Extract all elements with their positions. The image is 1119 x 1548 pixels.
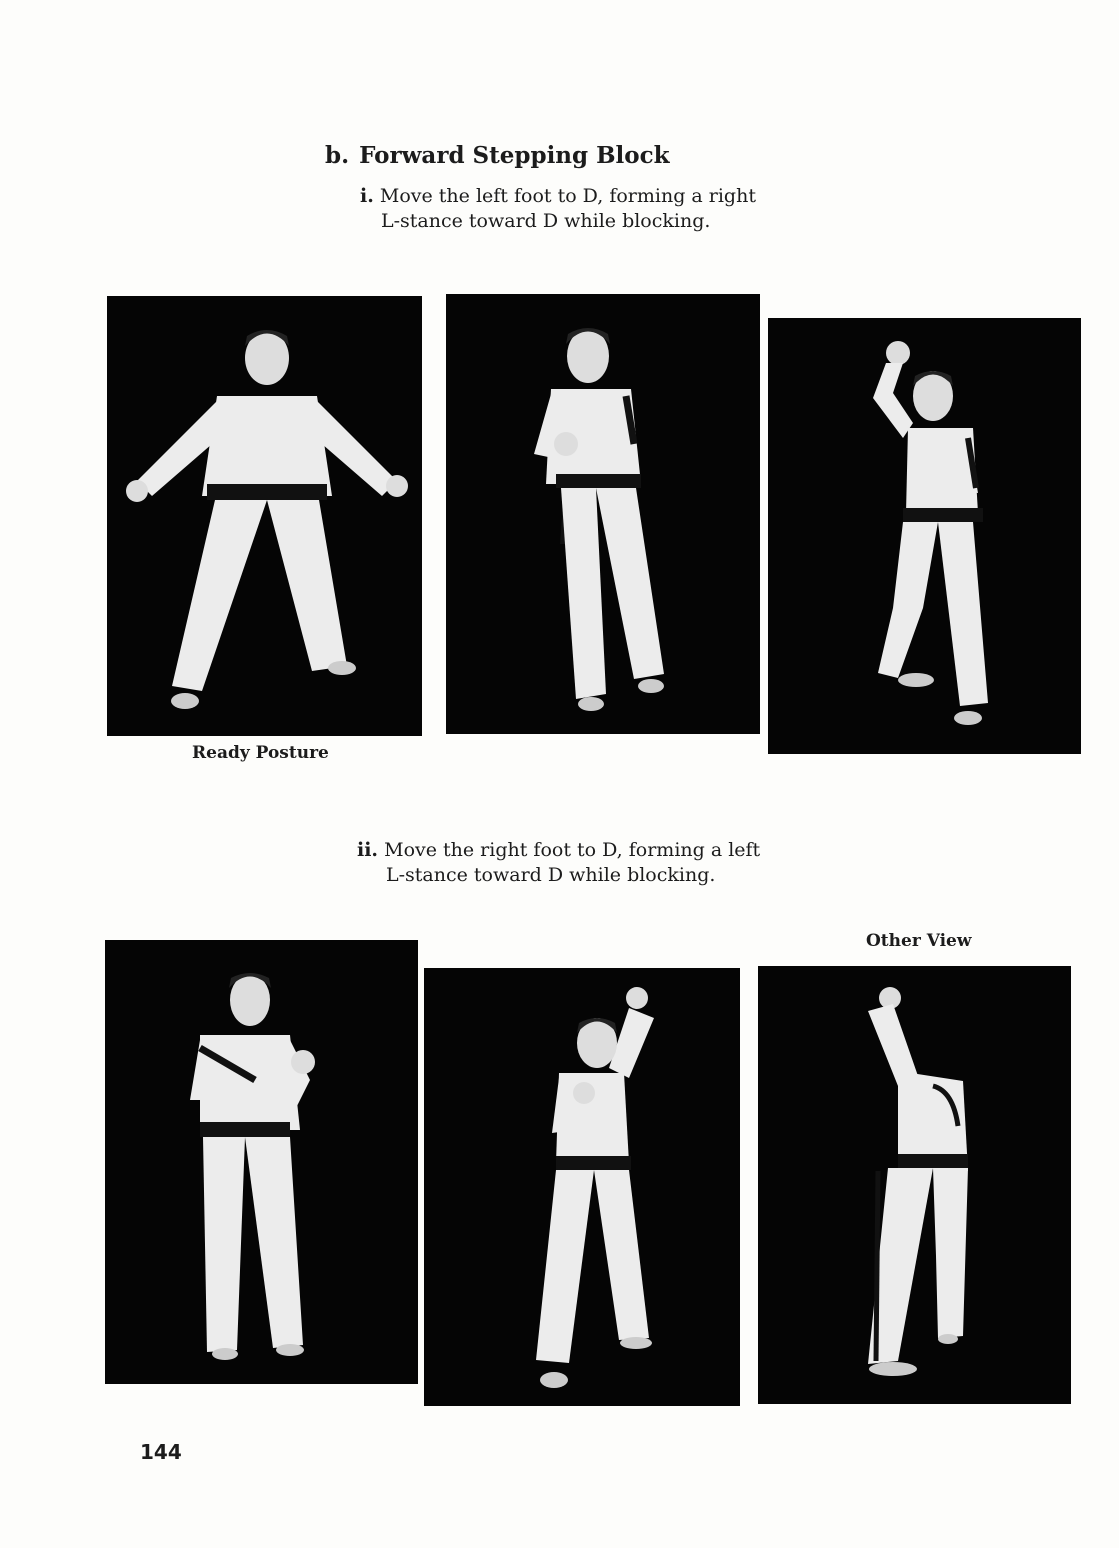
step-text-line: L-stance toward D while blocking. <box>381 210 711 232</box>
section-number: b. <box>325 142 350 169</box>
photo-step-2-transition <box>105 940 418 1384</box>
step-2-instruction <box>357 838 760 888</box>
page-number: 144 <box>140 1440 182 1464</box>
step-marker: i. <box>360 185 374 207</box>
photo-ready-posture <box>107 296 422 736</box>
figure-illustration <box>105 940 418 1384</box>
photo-step-2-block <box>424 968 740 1406</box>
step-text-line: Move the right foot to D, forming a left <box>384 839 761 861</box>
photo-other-view <box>758 966 1071 1404</box>
section-title: Forward Stepping Block <box>359 142 670 169</box>
caption-other-view: Other View <box>866 931 972 951</box>
step-marker: ii. <box>357 839 379 861</box>
section-heading <box>325 142 670 169</box>
step-text-line: L-stance toward D while blocking. <box>386 864 716 886</box>
figure-illustration <box>107 296 422 736</box>
figure-illustration <box>758 966 1071 1404</box>
step-text-line: Move the left foot to D, forming a right <box>379 185 756 207</box>
step-1-instruction <box>360 184 756 234</box>
caption-ready-posture: Ready Posture <box>192 743 329 763</box>
figure-illustration <box>768 318 1081 754</box>
photo-step-1-transition <box>446 294 760 734</box>
photo-step-1-block <box>768 318 1081 754</box>
figure-illustration <box>424 968 740 1406</box>
figure-illustration <box>446 294 760 734</box>
